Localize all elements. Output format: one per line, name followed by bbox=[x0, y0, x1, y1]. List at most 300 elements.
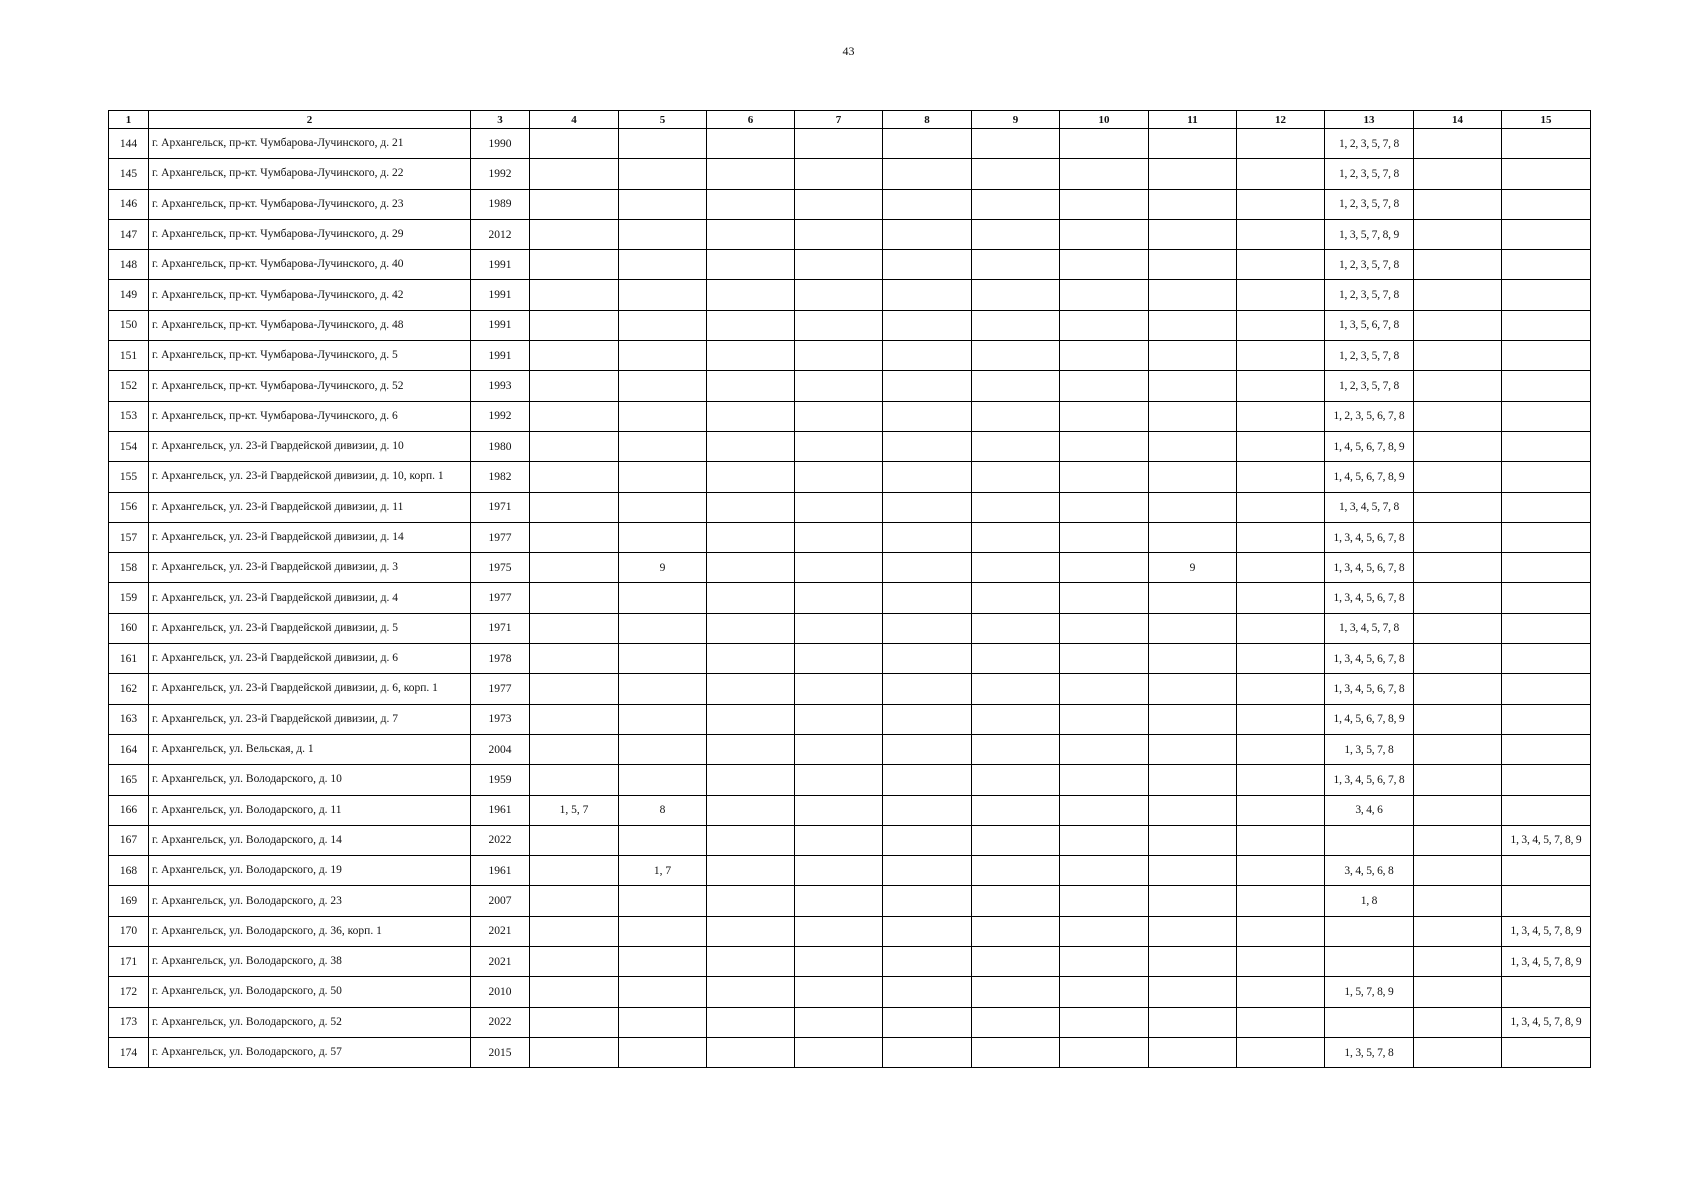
table-cell-col-13: 1, 3, 4, 5, 6, 7, 8 bbox=[1325, 674, 1414, 704]
table-cell-col-8 bbox=[883, 704, 972, 734]
table-cell-col-15 bbox=[1502, 674, 1591, 704]
table-cell-col-13: 1, 2, 3, 5, 7, 8 bbox=[1325, 189, 1414, 219]
table-cell-col-1: 170 bbox=[109, 916, 149, 946]
table-cell-col-4 bbox=[530, 371, 619, 401]
table-cell-col-10 bbox=[1060, 613, 1149, 643]
table-cell-col-15 bbox=[1502, 795, 1591, 825]
table-cell-col-12 bbox=[1237, 1007, 1325, 1037]
table-cell-col-5 bbox=[619, 280, 707, 310]
table-cell-col-15 bbox=[1502, 553, 1591, 583]
table-cell-col-12 bbox=[1237, 553, 1325, 583]
table-cell-col-14 bbox=[1414, 341, 1502, 371]
table-cell-col-9 bbox=[972, 856, 1060, 886]
table-cell-col-10 bbox=[1060, 462, 1149, 492]
table-cell-col-6 bbox=[707, 553, 795, 583]
table-cell-col-15 bbox=[1502, 765, 1591, 795]
table-cell-col-15 bbox=[1502, 431, 1591, 461]
table-cell-col-3: 2022 bbox=[471, 1007, 530, 1037]
table-cell-col-6 bbox=[707, 1037, 795, 1067]
table-cell-col-13: 1, 2, 3, 5, 7, 8 bbox=[1325, 159, 1414, 189]
table-cell-col-11 bbox=[1149, 371, 1237, 401]
table-cell-col-11 bbox=[1149, 644, 1237, 674]
table-cell-col-12 bbox=[1237, 1037, 1325, 1067]
data-table bbox=[108, 110, 1591, 1068]
table-cell-col-14 bbox=[1414, 916, 1502, 946]
table-cell-col-4 bbox=[530, 856, 619, 886]
table-cell-col-12 bbox=[1237, 280, 1325, 310]
table-cell-col-3: 1971 bbox=[471, 613, 530, 643]
table-cell-col-9 bbox=[972, 280, 1060, 310]
table-cell-col-12 bbox=[1237, 613, 1325, 643]
table-cell-col-11 bbox=[1149, 280, 1237, 310]
table-cell-col-9 bbox=[972, 250, 1060, 280]
table-cell-col-3: 1990 bbox=[471, 129, 530, 159]
table-cell-col-11 bbox=[1149, 674, 1237, 704]
table-cell-col-13: 1, 3, 5, 7, 8 bbox=[1325, 1037, 1414, 1067]
table-cell-col-4 bbox=[530, 431, 619, 461]
table-cell-col-11 bbox=[1149, 341, 1237, 371]
table-cell-col-1: 149 bbox=[109, 280, 149, 310]
table-cell-col-5 bbox=[619, 1037, 707, 1067]
table-row bbox=[109, 129, 1591, 159]
table-cell-col-10 bbox=[1060, 795, 1149, 825]
table-cell-col-7 bbox=[795, 250, 883, 280]
table-cell-col-14 bbox=[1414, 401, 1502, 431]
table-cell-col-15 bbox=[1502, 280, 1591, 310]
table-cell-col-7 bbox=[795, 613, 883, 643]
table-cell-col-7 bbox=[795, 856, 883, 886]
table-cell-col-9 bbox=[972, 674, 1060, 704]
table-cell-col-1: 155 bbox=[109, 462, 149, 492]
table-row bbox=[109, 219, 1591, 249]
table-cell-col-10 bbox=[1060, 401, 1149, 431]
table-cell-col-13: 1, 2, 3, 5, 7, 8 bbox=[1325, 341, 1414, 371]
table-cell-col-15 bbox=[1502, 977, 1591, 1007]
table-cell-col-5 bbox=[619, 371, 707, 401]
table-cell-col-9 bbox=[972, 734, 1060, 764]
table-cell-col-3: 1973 bbox=[471, 704, 530, 734]
table-cell-col-5 bbox=[619, 129, 707, 159]
table-cell-col-4 bbox=[530, 492, 619, 522]
table-cell-col-1: 171 bbox=[109, 947, 149, 977]
table-row bbox=[109, 371, 1591, 401]
table-cell-col-13: 1, 2, 3, 5, 7, 8 bbox=[1325, 129, 1414, 159]
table-cell-col-8 bbox=[883, 159, 972, 189]
table-cell-col-1: 174 bbox=[109, 1037, 149, 1067]
table-cell-col-1: 164 bbox=[109, 734, 149, 764]
table-cell-col-13: 1, 2, 3, 5, 6, 7, 8 bbox=[1325, 401, 1414, 431]
table-cell-col-13: 3, 4, 5, 6, 8 bbox=[1325, 856, 1414, 886]
table-cell-col-13: 1, 3, 4, 5, 6, 7, 8 bbox=[1325, 644, 1414, 674]
table-cell-col-3: 1991 bbox=[471, 310, 530, 340]
table-cell-col-1: 147 bbox=[109, 219, 149, 249]
table-row bbox=[109, 1037, 1591, 1067]
table-cell-col-6 bbox=[707, 795, 795, 825]
table-cell-col-5 bbox=[619, 704, 707, 734]
table-cell-col-10 bbox=[1060, 310, 1149, 340]
table-cell-col-13: 3, 4, 6 bbox=[1325, 795, 1414, 825]
table-cell-col-5 bbox=[619, 522, 707, 552]
table-cell-col-14 bbox=[1414, 371, 1502, 401]
table-cell-col-13: 1, 3, 4, 5, 6, 7, 8 bbox=[1325, 583, 1414, 613]
table-cell-col-11 bbox=[1149, 734, 1237, 764]
table-body bbox=[109, 129, 1591, 1068]
table-cell-col-10 bbox=[1060, 825, 1149, 855]
table-cell-col-3: 1975 bbox=[471, 553, 530, 583]
table-cell-col-14 bbox=[1414, 583, 1502, 613]
table-cell-col-3: 1991 bbox=[471, 250, 530, 280]
table-cell-col-6 bbox=[707, 341, 795, 371]
table-cell-col-14 bbox=[1414, 886, 1502, 916]
column-header-10: 10 bbox=[1060, 111, 1149, 129]
table-cell-col-12 bbox=[1237, 856, 1325, 886]
table-cell-col-9 bbox=[972, 492, 1060, 522]
table-cell-col-3: 1971 bbox=[471, 492, 530, 522]
table-cell-col-13: 1, 5, 7, 8, 9 bbox=[1325, 977, 1414, 1007]
table-cell-col-11 bbox=[1149, 765, 1237, 795]
table-cell-col-11 bbox=[1149, 613, 1237, 643]
table-cell-col-12 bbox=[1237, 189, 1325, 219]
table-cell-col-5 bbox=[619, 765, 707, 795]
table-row bbox=[109, 462, 1591, 492]
table-cell-col-14 bbox=[1414, 129, 1502, 159]
table-cell-col-15 bbox=[1502, 310, 1591, 340]
table-cell-col-12 bbox=[1237, 825, 1325, 855]
table-cell-col-2: г. Архангельск, ул. Володарского, д. 38 bbox=[149, 947, 471, 977]
table-cell-col-9 bbox=[972, 825, 1060, 855]
table-cell-col-9 bbox=[972, 795, 1060, 825]
table-cell-col-12 bbox=[1237, 129, 1325, 159]
table-cell-col-8 bbox=[883, 371, 972, 401]
table-cell-col-10 bbox=[1060, 553, 1149, 583]
table-cell-col-8 bbox=[883, 856, 972, 886]
table-cell-col-1: 150 bbox=[109, 310, 149, 340]
table-cell-col-9 bbox=[972, 462, 1060, 492]
table-row bbox=[109, 553, 1591, 583]
table-cell-col-1: 163 bbox=[109, 704, 149, 734]
table-cell-col-13: 1, 3, 4, 5, 6, 7, 8 bbox=[1325, 553, 1414, 583]
table-cell-col-10 bbox=[1060, 734, 1149, 764]
table-cell-col-5 bbox=[619, 189, 707, 219]
table-cell-col-5 bbox=[619, 583, 707, 613]
table-cell-col-3: 1977 bbox=[471, 522, 530, 552]
table-cell-col-12 bbox=[1237, 765, 1325, 795]
table-cell-col-4 bbox=[530, 704, 619, 734]
column-header-2: 2 bbox=[149, 111, 471, 129]
table-cell-col-10 bbox=[1060, 492, 1149, 522]
table-row bbox=[109, 886, 1591, 916]
table-cell-col-10 bbox=[1060, 280, 1149, 310]
table-cell-col-9 bbox=[972, 977, 1060, 1007]
table-cell-col-4 bbox=[530, 553, 619, 583]
table-cell-col-12 bbox=[1237, 916, 1325, 946]
table-row bbox=[109, 583, 1591, 613]
table-cell-col-2: г. Архангельск, ул. Вельская, д. 1 bbox=[149, 734, 471, 764]
table-cell-col-8 bbox=[883, 310, 972, 340]
table-cell-col-15 bbox=[1502, 341, 1591, 371]
table-cell-col-1: 145 bbox=[109, 159, 149, 189]
table-cell-col-4 bbox=[530, 341, 619, 371]
table-cell-col-5 bbox=[619, 613, 707, 643]
table-cell-col-3: 1982 bbox=[471, 462, 530, 492]
table-cell-col-4 bbox=[530, 734, 619, 764]
table-cell-col-7 bbox=[795, 462, 883, 492]
table-cell-col-15 bbox=[1502, 159, 1591, 189]
table-cell-col-12 bbox=[1237, 431, 1325, 461]
table-cell-col-4 bbox=[530, 159, 619, 189]
table-cell-col-6 bbox=[707, 856, 795, 886]
table-cell-col-11 bbox=[1149, 492, 1237, 522]
table-cell-col-12 bbox=[1237, 462, 1325, 492]
table-cell-col-3: 2004 bbox=[471, 734, 530, 764]
table-cell-col-5 bbox=[619, 462, 707, 492]
table-cell-col-10 bbox=[1060, 129, 1149, 159]
table-cell-col-7 bbox=[795, 129, 883, 159]
table-cell-col-10 bbox=[1060, 947, 1149, 977]
table-cell-col-9 bbox=[972, 1037, 1060, 1067]
table-cell-col-11 bbox=[1149, 219, 1237, 249]
table-cell-col-6 bbox=[707, 886, 795, 916]
table-cell-col-3: 2015 bbox=[471, 1037, 530, 1067]
table-cell-col-3: 1961 bbox=[471, 795, 530, 825]
table-cell-col-9 bbox=[972, 310, 1060, 340]
table-cell-col-13 bbox=[1325, 825, 1414, 855]
table-cell-col-10 bbox=[1060, 431, 1149, 461]
table-cell-col-6 bbox=[707, 977, 795, 1007]
table-cell-col-12 bbox=[1237, 674, 1325, 704]
table-cell-col-4 bbox=[530, 644, 619, 674]
table-cell-col-9 bbox=[972, 765, 1060, 795]
table-cell-col-3: 1978 bbox=[471, 644, 530, 674]
table-cell-col-11 bbox=[1149, 795, 1237, 825]
table-cell-col-7 bbox=[795, 522, 883, 552]
table-cell-col-1: 167 bbox=[109, 825, 149, 855]
table-cell-col-13: 1, 4, 5, 6, 7, 8, 9 bbox=[1325, 462, 1414, 492]
table-row bbox=[109, 522, 1591, 552]
table-cell-col-9 bbox=[972, 553, 1060, 583]
table-cell-col-8 bbox=[883, 613, 972, 643]
table-cell-col-5 bbox=[619, 250, 707, 280]
table-cell-col-8 bbox=[883, 977, 972, 1007]
table-cell-col-4 bbox=[530, 674, 619, 704]
column-header-3: 3 bbox=[471, 111, 530, 129]
table-cell-col-6 bbox=[707, 1007, 795, 1037]
table-cell-col-2: г. Архангельск, ул. Володарского, д. 36, корп. 1 bbox=[149, 916, 471, 946]
table-row bbox=[109, 765, 1591, 795]
table-cell-col-1: 160 bbox=[109, 613, 149, 643]
table-cell-col-1: 162 bbox=[109, 674, 149, 704]
column-header-14: 14 bbox=[1414, 111, 1502, 129]
table-cell-col-12 bbox=[1237, 522, 1325, 552]
table-cell-col-7 bbox=[795, 704, 883, 734]
table-cell-col-3: 2012 bbox=[471, 219, 530, 249]
table-cell-col-9 bbox=[972, 129, 1060, 159]
table-row bbox=[109, 492, 1591, 522]
table-cell-col-1: 156 bbox=[109, 492, 149, 522]
table-cell-col-7 bbox=[795, 1037, 883, 1067]
table-cell-col-6 bbox=[707, 462, 795, 492]
table-row bbox=[109, 159, 1591, 189]
table-cell-col-5 bbox=[619, 492, 707, 522]
table-cell-col-10 bbox=[1060, 583, 1149, 613]
table-cell-col-11: 9 bbox=[1149, 553, 1237, 583]
table-cell-col-12 bbox=[1237, 341, 1325, 371]
table-cell-col-8 bbox=[883, 401, 972, 431]
table-cell-col-10 bbox=[1060, 977, 1149, 1007]
table-cell-col-14 bbox=[1414, 765, 1502, 795]
table-cell-col-6 bbox=[707, 189, 795, 219]
table-cell-col-14 bbox=[1414, 856, 1502, 886]
table-cell-col-4 bbox=[530, 916, 619, 946]
table-cell-col-4 bbox=[530, 522, 619, 552]
table-cell-col-1: 161 bbox=[109, 644, 149, 674]
table-cell-col-7 bbox=[795, 189, 883, 219]
table-cell-col-11 bbox=[1149, 916, 1237, 946]
table-cell-col-5 bbox=[619, 219, 707, 249]
table-cell-col-8 bbox=[883, 280, 972, 310]
table-cell-col-13: 1, 2, 3, 5, 7, 8 bbox=[1325, 250, 1414, 280]
table-cell-col-11 bbox=[1149, 189, 1237, 219]
table-cell-col-9 bbox=[972, 341, 1060, 371]
table-cell-col-10 bbox=[1060, 371, 1149, 401]
table-cell-col-7 bbox=[795, 674, 883, 704]
table-cell-col-15 bbox=[1502, 250, 1591, 280]
table-cell-col-4 bbox=[530, 310, 619, 340]
table-cell-col-11 bbox=[1149, 947, 1237, 977]
table-cell-col-6 bbox=[707, 129, 795, 159]
table-cell-col-4 bbox=[530, 613, 619, 643]
table-cell-col-4 bbox=[530, 977, 619, 1007]
table-cell-col-11 bbox=[1149, 462, 1237, 492]
table-row bbox=[109, 704, 1591, 734]
table-cell-col-2: г. Архангельск, ул. 23-й Гвардейской дивизии, д. 3 bbox=[149, 553, 471, 583]
table-cell-col-1: 154 bbox=[109, 431, 149, 461]
table-cell-col-15 bbox=[1502, 219, 1591, 249]
table-cell-col-10 bbox=[1060, 886, 1149, 916]
table-cell-col-7 bbox=[795, 916, 883, 946]
table-row bbox=[109, 341, 1591, 371]
table-cell-col-4 bbox=[530, 825, 619, 855]
table-row bbox=[109, 856, 1591, 886]
table-cell-col-13: 1, 3, 5, 6, 7, 8 bbox=[1325, 310, 1414, 340]
table-cell-col-7 bbox=[795, 1007, 883, 1037]
table-cell-col-14 bbox=[1414, 250, 1502, 280]
table-cell-col-15: 1, 3, 4, 5, 7, 8, 9 bbox=[1502, 1007, 1591, 1037]
table-cell-col-5 bbox=[619, 1007, 707, 1037]
column-header-12: 12 bbox=[1237, 111, 1325, 129]
table-cell-col-4 bbox=[530, 219, 619, 249]
table-cell-col-4 bbox=[530, 886, 619, 916]
table-cell-col-14 bbox=[1414, 734, 1502, 764]
table-cell-col-14 bbox=[1414, 1037, 1502, 1067]
table-row bbox=[109, 825, 1591, 855]
table-cell-col-5 bbox=[619, 674, 707, 704]
table-cell-col-8 bbox=[883, 886, 972, 916]
table-cell-col-12 bbox=[1237, 159, 1325, 189]
table-cell-col-10 bbox=[1060, 1007, 1149, 1037]
table-row bbox=[109, 947, 1591, 977]
table-cell-col-15 bbox=[1502, 189, 1591, 219]
table-cell-col-11 bbox=[1149, 856, 1237, 886]
table-cell-col-14 bbox=[1414, 159, 1502, 189]
table-cell-col-14 bbox=[1414, 674, 1502, 704]
table-cell-col-14 bbox=[1414, 825, 1502, 855]
table-cell-col-10 bbox=[1060, 856, 1149, 886]
table-cell-col-2: г. Архангельск, ул. 23-й Гвардейской дивизии, д. 10 bbox=[149, 431, 471, 461]
table-cell-col-10 bbox=[1060, 644, 1149, 674]
table-cell-col-3: 1992 bbox=[471, 401, 530, 431]
table-cell-col-1: 168 bbox=[109, 856, 149, 886]
page-number: 43 bbox=[842, 44, 855, 58]
table-cell-col-2: г. Архангельск, пр-кт. Чумбарова-Лучинского, д. 21 bbox=[149, 129, 471, 159]
table-cell-col-15 bbox=[1502, 644, 1591, 674]
table-cell-col-10 bbox=[1060, 159, 1149, 189]
table-cell-col-2: г. Архангельск, ул. 23-й Гвардейской дивизии, д. 6 bbox=[149, 644, 471, 674]
table-cell-col-15: 1, 3, 4, 5, 7, 8, 9 bbox=[1502, 825, 1591, 855]
table-cell-col-12 bbox=[1237, 704, 1325, 734]
table-cell-col-7 bbox=[795, 341, 883, 371]
table-cell-col-1: 165 bbox=[109, 765, 149, 795]
table-cell-col-7 bbox=[795, 280, 883, 310]
table-cell-col-9 bbox=[972, 644, 1060, 674]
table-cell-col-11 bbox=[1149, 159, 1237, 189]
header-row bbox=[109, 111, 1591, 129]
table-cell-col-2: г. Архангельск, пр-кт. Чумбарова-Лучинского, д. 6 bbox=[149, 401, 471, 431]
table-cell-col-9 bbox=[972, 916, 1060, 946]
table-cell-col-4 bbox=[530, 129, 619, 159]
table-cell-col-9 bbox=[972, 704, 1060, 734]
table-cell-col-12 bbox=[1237, 734, 1325, 764]
table-cell-col-2: г. Архангельск, ул. Володарского, д. 14 bbox=[149, 825, 471, 855]
table-cell-col-13: 1, 3, 5, 7, 8 bbox=[1325, 734, 1414, 764]
table-cell-col-15 bbox=[1502, 583, 1591, 613]
table-cell-col-7 bbox=[795, 159, 883, 189]
table-cell-col-13: 1, 3, 4, 5, 7, 8 bbox=[1325, 613, 1414, 643]
table-cell-col-11 bbox=[1149, 825, 1237, 855]
table-cell-col-3: 2021 bbox=[471, 947, 530, 977]
table-cell-col-10 bbox=[1060, 522, 1149, 552]
table-cell-col-13: 1, 2, 3, 5, 7, 8 bbox=[1325, 371, 1414, 401]
table-cell-col-1: 144 bbox=[109, 129, 149, 159]
table-cell-col-9 bbox=[972, 947, 1060, 977]
table-cell-col-7 bbox=[795, 371, 883, 401]
table-row bbox=[109, 674, 1591, 704]
table-cell-col-6 bbox=[707, 401, 795, 431]
table-row bbox=[109, 189, 1591, 219]
table-cell-col-4 bbox=[530, 583, 619, 613]
table-cell-col-8 bbox=[883, 916, 972, 946]
table-cell-col-2: г. Архангельск, ул. Володарского, д. 19 bbox=[149, 856, 471, 886]
column-header-15: 15 bbox=[1502, 111, 1591, 129]
table-cell-col-13: 1, 8 bbox=[1325, 886, 1414, 916]
table-cell-col-13: 1, 4, 5, 6, 7, 8, 9 bbox=[1325, 431, 1414, 461]
table-cell-col-9 bbox=[972, 522, 1060, 552]
table-cell-col-12 bbox=[1237, 492, 1325, 522]
table-cell-col-13: 1, 3, 4, 5, 7, 8 bbox=[1325, 492, 1414, 522]
table-cell-col-6 bbox=[707, 644, 795, 674]
table-cell-col-2: г. Архангельск, пр-кт. Чумбарова-Лучинского, д. 23 bbox=[149, 189, 471, 219]
table-cell-col-5 bbox=[619, 159, 707, 189]
table-cell-col-8 bbox=[883, 492, 972, 522]
table-cell-col-6 bbox=[707, 825, 795, 855]
table-cell-col-5 bbox=[619, 644, 707, 674]
table-cell-col-11 bbox=[1149, 401, 1237, 431]
table-cell-col-9 bbox=[972, 159, 1060, 189]
table-cell-col-2: г. Архангельск, пр-кт. Чумбарова-Лучинского, д. 29 bbox=[149, 219, 471, 249]
table-cell-col-2: г. Архангельск, пр-кт. Чумбарова-Лучинского, д. 48 bbox=[149, 310, 471, 340]
table-cell-col-4 bbox=[530, 401, 619, 431]
table-cell-col-10 bbox=[1060, 916, 1149, 946]
